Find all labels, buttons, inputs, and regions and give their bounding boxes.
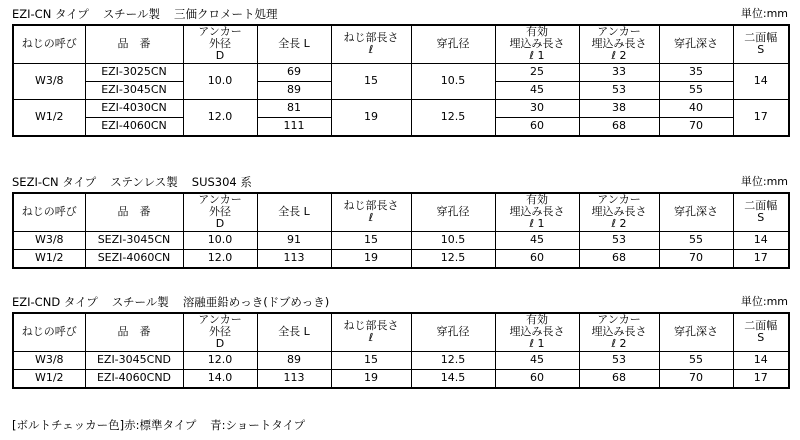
column-header-anchor-embed-length bbox=[579, 25, 659, 63]
column-header-line: 埋込み長さ bbox=[591, 325, 647, 339]
table-header-row bbox=[13, 193, 789, 231]
cell-across-flats: 17 bbox=[733, 369, 789, 388]
cell-drill-depth: 70 bbox=[659, 249, 733, 268]
column-header-line: アンカー bbox=[198, 25, 242, 39]
column-header-line: アンカー bbox=[597, 193, 641, 207]
column-header-line: D bbox=[215, 217, 225, 231]
column-header-line: 穿孔深さ bbox=[674, 205, 718, 219]
column-header-size bbox=[13, 313, 85, 351]
cell-drill-diameter: 10.5 bbox=[411, 63, 495, 99]
cell-effective-embed-length: 60 bbox=[495, 249, 579, 268]
cell-effective-embed-length: 45 bbox=[495, 351, 579, 369]
cell-size: W3/8 bbox=[13, 63, 85, 99]
cell-drill-depth: 40 bbox=[659, 99, 733, 117]
column-header-line: 埋込み長さ bbox=[591, 37, 647, 51]
cell-size: W1/2 bbox=[13, 249, 85, 268]
cell-total-length: 89 bbox=[257, 81, 331, 99]
cell-across-flats: 14 bbox=[733, 351, 789, 369]
cell-anchor-embed-length: 38 bbox=[579, 99, 659, 117]
cell-size: W1/2 bbox=[13, 99, 85, 136]
cell-total-length: 91 bbox=[257, 231, 331, 249]
cell-anchor-diameter: 12.0 bbox=[183, 99, 257, 136]
cell-thread-length: 19 bbox=[331, 99, 411, 136]
cell-thread-length: 15 bbox=[331, 63, 411, 99]
table-row bbox=[13, 231, 789, 249]
footer-note bbox=[12, 417, 305, 433]
spec-table bbox=[12, 24, 790, 137]
cell-effective-embed-length: 60 bbox=[495, 369, 579, 388]
column-header-line: ねじの呼び bbox=[21, 37, 77, 51]
section-title-part: SEZI-CN タイプ bbox=[12, 175, 97, 189]
section-title bbox=[12, 6, 277, 22]
column-header-across-flats bbox=[733, 193, 789, 231]
column-header-anchor-embed-length bbox=[579, 313, 659, 351]
section-title bbox=[12, 294, 329, 310]
cell-drill-diameter: 10.5 bbox=[411, 231, 495, 249]
cell-drill-depth: 35 bbox=[659, 63, 733, 81]
column-header-line: S bbox=[757, 331, 765, 345]
column-header-line: 二面幅 bbox=[744, 199, 778, 213]
column-header-line: ℓ 2 bbox=[611, 217, 627, 231]
column-header-line: D bbox=[215, 49, 225, 63]
column-header-drill-depth bbox=[659, 313, 733, 351]
cell-drill-depth: 55 bbox=[659, 81, 733, 99]
column-header-line: ねじ部長さ bbox=[343, 31, 399, 45]
cell-anchor-embed-length: 68 bbox=[579, 249, 659, 268]
spec-table bbox=[12, 192, 790, 269]
column-header-across-flats bbox=[733, 25, 789, 63]
column-header-drill-diameter bbox=[411, 193, 495, 231]
cell-part-number: EZI-3045CN bbox=[85, 81, 183, 99]
column-header-line: 外径 bbox=[209, 325, 231, 339]
cell-total-length: 81 bbox=[257, 99, 331, 117]
column-header-drill-depth bbox=[659, 25, 733, 63]
column-header-line: 埋込み長さ bbox=[591, 205, 647, 219]
table-row bbox=[13, 63, 789, 81]
section-title-part: スチール製 bbox=[111, 295, 169, 309]
section-title-part: ステンレス製 bbox=[110, 175, 178, 189]
cell-drill-diameter: 14.5 bbox=[411, 369, 495, 388]
cell-across-flats: 17 bbox=[733, 249, 789, 268]
cell-size: W1/2 bbox=[13, 369, 85, 388]
table-row bbox=[13, 99, 789, 117]
column-header-anchor-diameter bbox=[183, 193, 257, 231]
column-header-line: ℓ 1 bbox=[529, 337, 545, 351]
column-header-line: 二面幅 bbox=[744, 31, 778, 45]
cell-anchor-diameter: 12.0 bbox=[183, 249, 257, 268]
column-header-line: ℓ bbox=[368, 211, 374, 225]
cell-drill-diameter: 12.5 bbox=[411, 351, 495, 369]
column-header-effective-embed-length bbox=[495, 193, 579, 231]
cell-anchor-diameter: 12.0 bbox=[183, 351, 257, 369]
column-header-size bbox=[13, 25, 85, 63]
column-header-anchor-diameter bbox=[183, 313, 257, 351]
section-title-part: スチール製 bbox=[102, 7, 160, 21]
column-header-line: アンカー bbox=[198, 193, 242, 207]
cell-total-length: 69 bbox=[257, 63, 331, 81]
cell-anchor-embed-length: 53 bbox=[579, 231, 659, 249]
cell-size: W3/8 bbox=[13, 231, 85, 249]
cell-part-number: SEZI-4060CN bbox=[85, 249, 183, 268]
column-header-effective-embed-length bbox=[495, 313, 579, 351]
cell-effective-embed-length: 45 bbox=[495, 81, 579, 99]
unit-label: 単位:mm bbox=[740, 175, 788, 188]
cell-drill-depth: 55 bbox=[659, 231, 733, 249]
footer-note-standard: [ボルトチェッカー色]赤:標準タイプ bbox=[12, 418, 197, 432]
column-header-line: ねじの呼び bbox=[21, 205, 77, 219]
table-header-row bbox=[13, 25, 789, 63]
column-header-effective-embed-length bbox=[495, 25, 579, 63]
column-header-drill-diameter bbox=[411, 313, 495, 351]
column-header-drill-diameter bbox=[411, 25, 495, 63]
column-header-line: S bbox=[757, 43, 765, 57]
column-header-line: ねじ部長さ bbox=[343, 319, 399, 333]
cell-across-flats: 17 bbox=[733, 99, 789, 136]
section-header bbox=[12, 6, 788, 22]
cell-effective-embed-length: 45 bbox=[495, 231, 579, 249]
cell-part-number: EZI-3025CN bbox=[85, 63, 183, 81]
column-header-anchor-embed-length bbox=[579, 193, 659, 231]
cell-thread-length: 15 bbox=[331, 351, 411, 369]
column-header-line: ℓ 1 bbox=[529, 217, 545, 231]
cell-anchor-diameter: 10.0 bbox=[183, 231, 257, 249]
cell-part-number: EZI-4060CND bbox=[85, 369, 183, 388]
table-header-row bbox=[13, 313, 789, 351]
column-header-line: ℓ bbox=[368, 43, 374, 57]
section-ezi-cnd bbox=[12, 294, 788, 389]
column-header-line: アンカー bbox=[597, 313, 641, 327]
column-header-line: 全長 L bbox=[278, 325, 310, 339]
cell-part-number: EZI-4060CN bbox=[85, 117, 183, 136]
column-header-part-number bbox=[85, 313, 183, 351]
column-header-thread-length bbox=[331, 193, 411, 231]
table-row bbox=[13, 249, 789, 268]
section-ezi-cn bbox=[12, 6, 788, 137]
cell-drill-depth: 70 bbox=[659, 117, 733, 136]
section-title-part: EZI-CND タイプ bbox=[12, 295, 98, 309]
column-header-line: 穿孔深さ bbox=[674, 325, 718, 339]
cell-total-length: 111 bbox=[257, 117, 331, 136]
section-title-part: 溶融亜鉛めっき(ドブめっき) bbox=[182, 295, 330, 309]
column-header-thread-length bbox=[331, 25, 411, 63]
column-header-line: ℓ 1 bbox=[529, 49, 545, 63]
cell-drill-diameter: 12.5 bbox=[411, 99, 495, 136]
column-header-line: 品 番 bbox=[117, 37, 151, 51]
column-header-line: ℓ bbox=[368, 331, 374, 345]
column-header-line: ℓ 2 bbox=[611, 49, 627, 63]
cell-effective-embed-length: 60 bbox=[495, 117, 579, 136]
cell-effective-embed-length: 30 bbox=[495, 99, 579, 117]
column-header-line: ねじ部長さ bbox=[343, 199, 399, 213]
column-header-line: 外径 bbox=[209, 205, 231, 219]
section-title-part: SUS304 系 bbox=[191, 175, 252, 189]
column-header-line: 埋込み長さ bbox=[509, 325, 565, 339]
spec-table bbox=[12, 312, 790, 389]
column-header-line: S bbox=[757, 211, 765, 225]
section-header bbox=[12, 294, 788, 310]
table-row bbox=[13, 369, 789, 388]
cell-across-flats: 14 bbox=[733, 63, 789, 99]
column-header-line: 穿孔深さ bbox=[674, 37, 718, 51]
cell-thread-length: 19 bbox=[331, 249, 411, 268]
section-header bbox=[12, 174, 788, 190]
column-header-line: 穿孔径 bbox=[436, 205, 470, 219]
cell-anchor-embed-length: 68 bbox=[579, 117, 659, 136]
cell-thread-length: 19 bbox=[331, 369, 411, 388]
cell-anchor-embed-length: 33 bbox=[579, 63, 659, 81]
column-header-line: 穿孔径 bbox=[436, 325, 470, 339]
cell-size: W3/8 bbox=[13, 351, 85, 369]
cell-thread-length: 15 bbox=[331, 231, 411, 249]
unit-label: 単位:mm bbox=[740, 7, 788, 20]
table-row bbox=[13, 351, 789, 369]
cell-total-length: 113 bbox=[257, 369, 331, 388]
column-header-line: 有効 bbox=[526, 193, 548, 207]
column-header-line: ねじの呼び bbox=[21, 325, 77, 339]
column-header-across-flats bbox=[733, 313, 789, 351]
column-header-line: アンカー bbox=[597, 25, 641, 39]
cell-part-number: SEZI-3045CN bbox=[85, 231, 183, 249]
column-header-line: 全長 L bbox=[278, 37, 310, 51]
column-header-size bbox=[13, 193, 85, 231]
cell-anchor-embed-length: 53 bbox=[579, 81, 659, 99]
cell-across-flats: 14 bbox=[733, 231, 789, 249]
column-header-total-length bbox=[257, 313, 331, 351]
column-header-line: ℓ 2 bbox=[611, 337, 627, 351]
section-sezi-cn bbox=[12, 174, 788, 269]
cell-drill-depth: 70 bbox=[659, 369, 733, 388]
cell-anchor-embed-length: 68 bbox=[579, 369, 659, 388]
section-title bbox=[12, 174, 252, 190]
column-header-thread-length bbox=[331, 313, 411, 351]
column-header-line: 外径 bbox=[209, 37, 231, 51]
column-header-line: 品 番 bbox=[117, 325, 151, 339]
column-header-part-number bbox=[85, 25, 183, 63]
column-header-line: 埋込み長さ bbox=[509, 205, 565, 219]
column-header-anchor-diameter bbox=[183, 25, 257, 63]
column-header-line: 二面幅 bbox=[744, 319, 778, 333]
cell-part-number: EZI-3045CND bbox=[85, 351, 183, 369]
column-header-line: 穿孔径 bbox=[436, 37, 470, 51]
column-header-total-length bbox=[257, 193, 331, 231]
cell-total-length: 113 bbox=[257, 249, 331, 268]
column-header-line: アンカー bbox=[198, 313, 242, 327]
unit-label: 単位:mm bbox=[740, 295, 788, 308]
cell-anchor-diameter: 14.0 bbox=[183, 369, 257, 388]
column-header-line: D bbox=[215, 337, 225, 351]
cell-part-number: EZI-4030CN bbox=[85, 99, 183, 117]
column-header-drill-depth bbox=[659, 193, 733, 231]
column-header-line: 埋込み長さ bbox=[509, 37, 565, 51]
column-header-part-number bbox=[85, 193, 183, 231]
column-header-line: 有効 bbox=[526, 313, 548, 327]
section-title-part: EZI-CN タイプ bbox=[12, 7, 89, 21]
cell-effective-embed-length: 25 bbox=[495, 63, 579, 81]
footer-note-short: 青:ショートタイプ bbox=[210, 418, 306, 432]
column-header-total-length bbox=[257, 25, 331, 63]
column-header-line: 品 番 bbox=[117, 205, 151, 219]
section-title-part: 三価クロメート処理 bbox=[173, 7, 278, 21]
cell-drill-diameter: 12.5 bbox=[411, 249, 495, 268]
cell-total-length: 89 bbox=[257, 351, 331, 369]
cell-drill-depth: 55 bbox=[659, 351, 733, 369]
cell-anchor-diameter: 10.0 bbox=[183, 63, 257, 99]
column-header-line: 全長 L bbox=[278, 205, 310, 219]
column-header-line: 有効 bbox=[526, 25, 548, 39]
cell-anchor-embed-length: 53 bbox=[579, 351, 659, 369]
